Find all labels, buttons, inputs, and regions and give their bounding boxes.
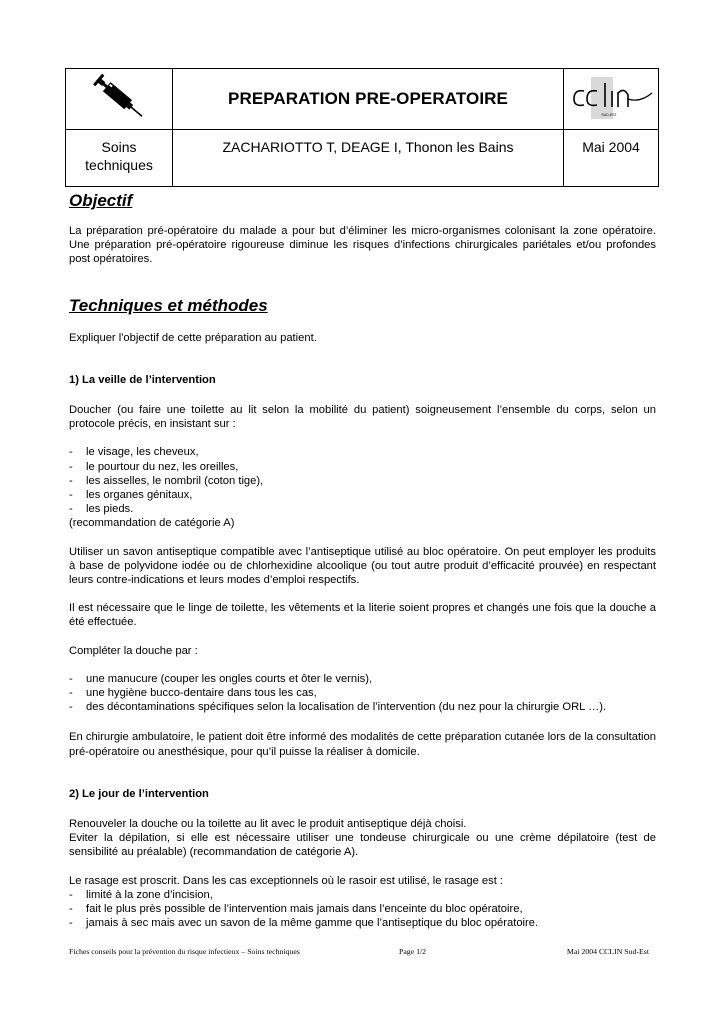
- footer-right: Mai 2004 CCLIN Sud-Est: [566, 947, 649, 956]
- syringe-icon: [89, 72, 149, 122]
- list-item: - fait le plus près possible de l’intervention mais jamais dans l’enceinte du bloc opératoire,: [69, 902, 656, 916]
- techniques-intro: Expliquer l'objectif de cette préparation au patient.: [69, 331, 317, 344]
- list-item: - une manucure (couper les ongles courts et ôter le vernis),: [69, 672, 656, 686]
- objectif-text: La préparation pré-opératoire du malade a pour but d’éliminer les micro-organismes colonisant la zone opératoire. Une préparation pré-opératoire rigoureuse diminue les risques d’infections chirurgicales pariétales et/ou profondes post opératoires.: [69, 225, 656, 266]
- authors-label: ZACHARIOTTO T, DEAGE I, Thonon les Bains: [222, 139, 514, 155]
- document-body: [69, 190, 656, 931]
- heading-jour: 2) Le jour de l’intervention: [69, 787, 209, 800]
- veille-paragraph-3: Il est nécessaire que le linge de toilette, les vêtements et la literie soient propres et changés une fois que la douche a été effectuée.: [69, 602, 656, 629]
- heading-techniques: Techniques et méthodes: [69, 295, 268, 315]
- veille-paragraph-4: Compléter la douche par :: [69, 644, 198, 657]
- category-cell: [66, 130, 173, 187]
- footer-page-number: Page 1/2: [399, 947, 427, 956]
- list-item: - des décontaminations spécifiques selon la localisation de l’intervention (du nez pour la chirurgie ORL …).: [69, 700, 656, 714]
- heading-objectif: Objectif: [69, 191, 133, 210]
- document-title: PREPARATION PRE-OPERATOIRE: [228, 89, 508, 108]
- list-item: - les pieds.: [69, 502, 656, 516]
- jour-paragraph-2: Le rasage est proscrit. Dans les cas exceptionnels où le rasoir est utilisé, le rasage est :: [69, 874, 504, 887]
- veille-paragraph-1: Doucher (ou faire une toilette au lit selon la mobilité du patient) soigneusement l’ensemble du corps, selon un protocole précis, en insistant sur :: [69, 404, 656, 431]
- list-item: - les aisselles, le nombril (coton tige),: [69, 474, 656, 488]
- jour-rasage-list: [69, 888, 656, 931]
- authors-cell: [173, 130, 564, 187]
- veille-body-list: [69, 445, 656, 516]
- list-item: - le pourtour du nez, les oreilles,: [69, 460, 656, 474]
- heading-veille: 1) La veille de l’intervention: [69, 373, 216, 386]
- list-item: - les organes génitaux,: [69, 488, 656, 502]
- list-item: - une hygiène bucco-dentaire dans tous les cas,: [69, 686, 656, 700]
- list-item: - jamais à sec mais avec un savon de la même gamme que l’antiseptique du bloc opératoire.: [69, 916, 656, 930]
- list-item: - le visage, les cheveux,: [69, 445, 656, 459]
- header-table: [65, 68, 659, 187]
- logo-cell: [564, 69, 659, 130]
- icon-cell: [66, 69, 173, 130]
- veille-paragraph-2: Utiliser un savon antiseptique compatible avec l’antiseptique utilisé au bloc opératoire. On peut employer les produits à base de polyvidone iodée ou de chlorhexidine alcoolique (ou tout autre produit d’efficacité prouvée) en respectant leurs contre-indications et leurs modes d’emploi respectifs.: [69, 545, 656, 587]
- category-label: Soins techniques: [85, 139, 153, 173]
- jour-paragraph-1b: Eviter la dépilation, si elle est nécessaire utiliser une tondeuse chirurgicale ou une crème dépilatoire (test de sensibilité au préalable) (recommandation de catégorie A).: [69, 832, 656, 859]
- footer-left: Fiches conseils pour la prévention du risque infectieux – Soins techniques: [69, 947, 300, 956]
- list-item: - limité à la zone d’incision,: [69, 888, 656, 902]
- veille-recommendation: (recommandation de catégorie A): [69, 517, 235, 530]
- date-cell: [564, 130, 659, 187]
- jour-paragraph-1a: Renouveler la douche ou la toilette au lit avec le produit antiseptique déjà choisi.: [69, 818, 467, 831]
- logo-subtext: SUD-EST: [601, 113, 617, 117]
- date-label: Mai 2004: [582, 139, 640, 155]
- veille-paragraph-5: En chirurgie ambulatoire, le patient doit être informé des modalités de cette préparation cutanée lors de la consultation pré-opératoire ou anesthésique, pour qu’il puisse la réaliser à domicile.: [69, 731, 656, 758]
- cclin-logo: [564, 69, 658, 129]
- veille-complement-list: [69, 672, 656, 715]
- title-cell: [173, 69, 564, 130]
